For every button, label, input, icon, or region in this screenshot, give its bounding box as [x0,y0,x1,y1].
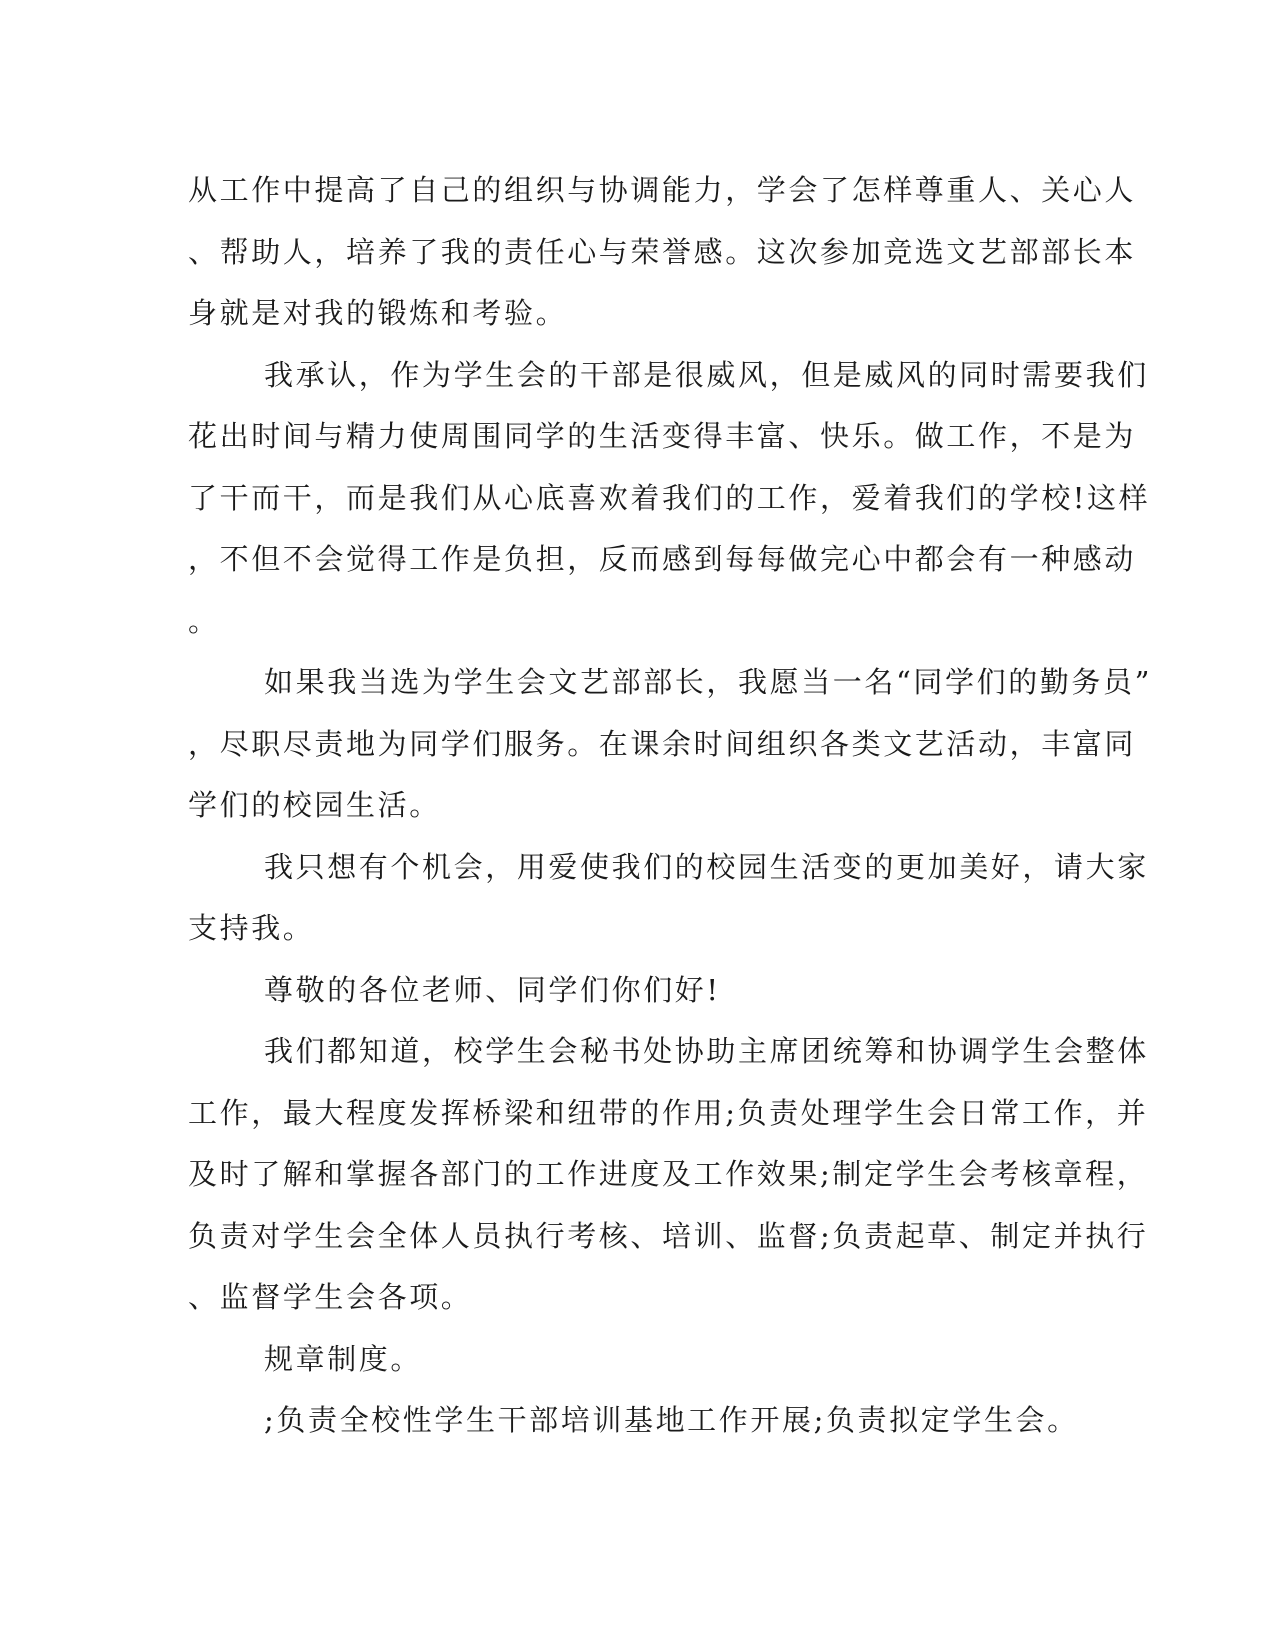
text-line: ，不但不会觉得工作是负担，反而感到每每做完心中都会有一种感动 [188,542,1137,576]
text-line: 如果我当选为学生会文艺部部长，我愿当一名“同学们的勤务员” [264,665,1153,699]
text-line: 花出时间与精力使周围同学的生活变得丰富、快乐。做工作，不是为 [188,419,1137,453]
text-line: 我们都知道，校学生会秘书处协助主席团统筹和协调学生会整体 [264,1034,1149,1068]
text-line: 从工作中提高了自己的组织与协调能力，学会了怎样尊重人、关心人 [188,173,1137,207]
text-line: 规章制度。 [264,1341,423,1376]
text-line: 及时了解和掌握各部门的工作进度及工作效果;制定学生会考核章程， [188,1157,1149,1191]
text-line: ，尽职尽责地为同学们服务。在课余时间组织各类文艺活动，丰富同 [188,726,1137,761]
text-line: 、监督学生会各项。 [188,1280,473,1314]
text-line: 身就是对我的锻炼和考验。 [188,296,568,330]
text-line: 我只想有个机会，用爱使我们的校园生活变的更加美好，请大家 [264,849,1149,884]
text-line: 尊敬的各位老师、同学们你们好! [264,972,721,1007]
text-line: ;负责全校性学生干部培训基地工作开展;负责拟定学生会。 [264,1403,1079,1437]
text-line: 工作，最大程度发挥桥梁和纽带的作用;负责处理学生会日常工作，并 [188,1095,1149,1130]
text-line: 。 [188,603,220,638]
text-line: 了干而干，而是我们从心底喜欢着我们的工作，爱着我们的学校!这样 [188,480,1151,515]
text-line: 负责对学生会全体人员执行考核、培训、监督;负责起草、制定并执行 [188,1218,1149,1253]
text-line: 、帮助人，培养了我的责任心与荣誉感。这次参加竞选文艺部部长本 [188,234,1137,269]
text-line: 我承认，作为学生会的干部是很威风，但是威风的同时需要我们 [264,357,1149,392]
text-line: 支持我。 [188,911,315,945]
text-line: 学们的校园生活。 [188,788,441,822]
body-text [188,160,1153,1452]
